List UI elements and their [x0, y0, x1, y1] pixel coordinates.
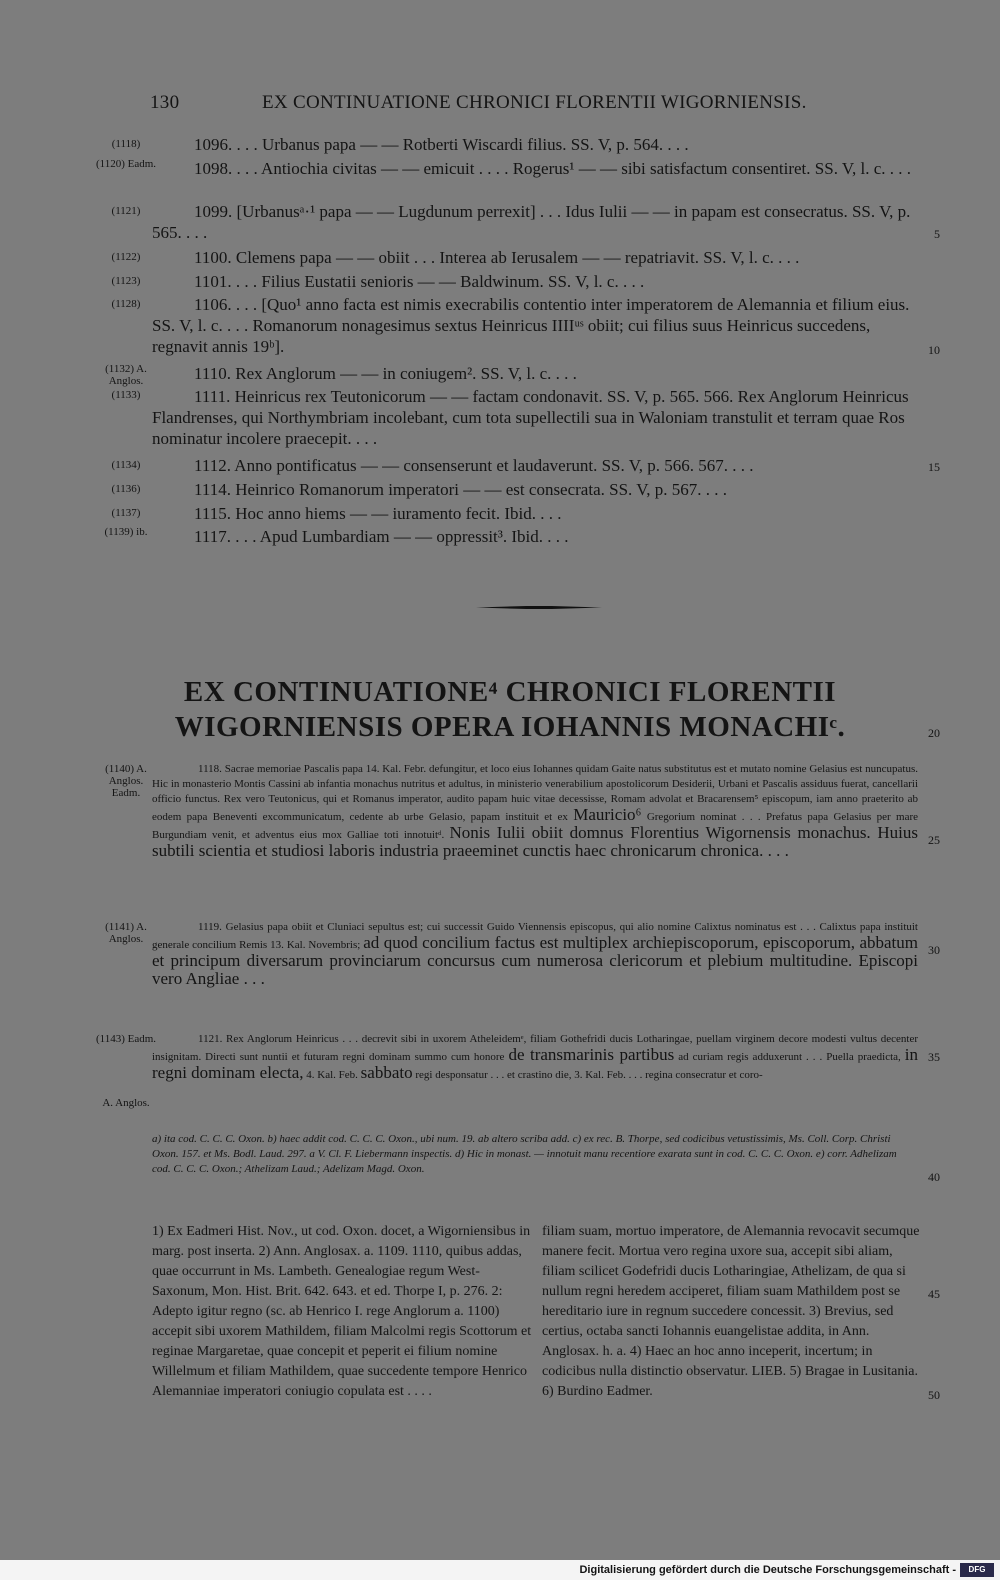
paragraph-text-large: Mauricio⁶: [573, 805, 642, 824]
year-margin: (1121): [111, 205, 141, 217]
chronicle-entry: 1099. [Urbanusᵃ·¹ papa — — Lugdunum perrexit] . . . Idus Iulii — — in papam est consecratus. SS. V, p. 565. . . .: [152, 202, 911, 242]
digitization-footer: [0, 1560, 1000, 1580]
year-margin: (1134): [111, 459, 141, 471]
chronicle-entry: 1100. Clemens papa — — obiit . . . Interea ab Ierusalem — — repatriavit. SS. V, l. c. . . .: [194, 248, 800, 267]
line-number: 30: [928, 943, 940, 957]
paragraph-text: 1121. Rex Anglorum Heinricus . . . decrevit sibi in uxorem Atheleidemᵉ, filiam Gothefridi ducis Lotharingae, puellam virginem decore modesti vultus decenter insignitam. Directi sunt nuntii et futuram regni dominam summo cum honore: [152, 1033, 918, 1063]
year-margin: (1123): [111, 275, 141, 287]
year-margin: (1136): [111, 483, 141, 495]
line-number: 5: [934, 227, 940, 241]
running-title: EX CONTINUATIONE CHRONICI FLORENTII WIGORNIENSIS.: [262, 92, 807, 113]
paragraph-text-large: Nonis Iulii obiit domnus Florentius Wigornensis monachus. Huius subtili scientia et studiosi laboris industria praeeminet cunctis haec chronicarum chronica. . . .: [152, 823, 918, 860]
paragraph-text: Gregorium nominat . . . Prefatus papa Gelasius per mare Burgundiam venit, et adventus eius mox Galliae toti innotuitᵈ.: [152, 811, 918, 841]
section-title-line1: EX CONTINUATIONE⁴ CHRONICI FLORENTII: [183, 676, 837, 708]
year-margin: (1120) Eadm.: [95, 158, 157, 170]
year-margin: (1143) Eadm.: [95, 1033, 157, 1045]
paragraph-text: 4. Kal. Feb.: [306, 1069, 358, 1081]
chronicle-entry: 1114. Heinrico Romanorum imperatori — — est consecrata. SS. V, p. 567. . . .: [194, 480, 728, 499]
paragraph-text: 1118. Sacrae memoriae Pascalis papa 14. Kal. Febr. defungitur, et loco eius Iohannes quidam Gaite natus substitutus est et mutato nomine Gelasius est nuncupatus. Hic in monasterio Montis Cassini ab infantia monachus nutritus et adultus, in ministerio venerabilium apostolicorum Desiderii, Urbani et Pascalis assiduus fuerat, cancellarii officio functus. Rex vero Teutonicus, qui et Romanus imperator, audito papam huic vitae decessisse, Romam advolat et Bracarensem⁵ episcopum, iam anno praeterito ab eodem papa Beneventi excommunicatum, cedente ab urbe Gelasio, papam instituit et ex: [152, 763, 918, 823]
paragraph-text: 1119. Gelasius papa obiit et Cluniaci sepultus est; cui successit Guido Viennensis episcopus, qui alio nomine Calixtus nominatus est . . . Calixtus papa instituit generale concilium Remis 13. Kal. Novembris;: [152, 921, 918, 951]
year-margin: A. Anglos.: [102, 1097, 150, 1109]
line-number: 20: [928, 726, 940, 740]
year-margin: (1122): [111, 251, 141, 263]
year-margin: (1140) A. Anglos. Eadm.: [105, 763, 147, 799]
paragraph-text-large: in regni dominam electa,: [152, 1045, 919, 1082]
section-divider: [476, 606, 602, 609]
paragraph-text: ad curiam regis adduxerunt . . . Puella praedicta,: [678, 1051, 901, 1063]
chronicle-entry: 1106. . . . [Quo¹ anno facta est nimis execrabilis contentio inter imperatorem de Alemannia et filium eius. SS. V, l. c. . . . Romanorum nonagesimus sextus Heinricus IIIIᵘˢ obiit; cui filius suus Heinricus succedens, regnavit annis 19ᵇ].: [152, 295, 910, 356]
chronicle-entry: 1101. . . . Filius Eustatii senioris — — Baldwinum. SS. V, l. c. . . .: [194, 272, 645, 291]
line-number: 15: [928, 460, 940, 474]
chronicle-entry: 1111. Heinricus rex Teutonicorum — — factam condonavit. SS. V, p. 565. 566. Rex Anglorum Heinricus Flandrenses, qui Northymbriam incolebant, cum tota supellectili sua in Waloniam transtulit et terram quae Ros nominatur incolere praecepit. . . .: [152, 387, 909, 448]
chronicle-entry: 1096. . . . Urbanus papa — — Rotberti Wiscardi filius. SS. V, p. 564. . . .: [194, 135, 689, 154]
funding-notice: Digitalisierung gefördert durch die Deutsche Forschungsgemeinschaft -: [579, 1564, 956, 1576]
year-margin: (1128): [111, 298, 141, 310]
dfg-logo: DFG: [960, 1563, 994, 1577]
line-number: 25: [928, 833, 940, 847]
line-number: 50: [928, 1388, 940, 1402]
line-number: 35: [928, 1050, 940, 1064]
section-title-line2: WIGORNIENSIS OPERA IOHANNIS MONACHIᶜ.: [174, 711, 846, 743]
chronicle-paragraph: [152, 1032, 918, 1083]
chronicle-paragraph: [152, 920, 918, 989]
year-margin: (1118): [111, 138, 141, 150]
year-margin: (1132) A. Anglos.: [105, 363, 147, 387]
line-number: 45: [928, 1287, 940, 1301]
page-number: 130: [150, 92, 180, 113]
textual-variants: a) ita cod. C. C. C. Oxon. b) haec addit cod. C. C. C. Oxon., ubi num. 19. ab altero scriba add. c) ex rec. B. Thorpe, sed codicibus vetustissimis, Ms. Coll. Corp. Christi Oxon. 157. et Ms. Bodl. Laud. 297. a V. Cl. F. Liebermann inspectis. d) Hic in monast. — innotuit manu recentiore exarata sunt in cod. C. C. C. Oxon. e) corr. Adhelizam cod. C. C. C. Oxon.; Athelizam Laud.; Adelizam Magd. Oxon.: [152, 1133, 897, 1175]
line-number: 10: [928, 343, 940, 357]
paragraph-text-large: de transmarinis partibus: [508, 1045, 675, 1064]
paragraph-text: regi desponsatur . . . et crastino die, 3. Kal. Feb. . . . regina consecratur et coro-: [415, 1069, 763, 1081]
year-margin: (1139) ib.: [104, 526, 148, 538]
footnotes-right-column: filiam suam, mortuo imperatore, de Alemannia revocavit secumque manere fecit. Mortua vero regina uxore sua, accepit sibi aliam, filiam scilicet Godefridi ducis Lotharingiae, Athelizam, de qua si nullum regni heredem acciperet, filiam suam Mathildem post se hereditario iure in regnum succedere concessit. 3) Brevius, sed certius, octaba sancti Iohannis euangelistae addita, in Ann. Anglosax. h. a. 4) Haec an hoc anno inceperit, incertum; in codicibus nulla distinctio observatur. LIEB. 5) Bragae in Lusitania. 6) Burdino Eadmer.: [542, 1224, 920, 1399]
footnotes-left-column: 1) Ex Eadmeri Hist. Nov., ut cod. Oxon. docet, a Wigorniensibus in marg. post inserta. 2) Ann. Anglosax. a. 1109. 1110, quibus addas, quae occurrunt in Ms. Lambeth. Genealogiae regum West-Saxonum, Mon. Hist. Brit. 642. 643. et ed. Thorpe I, p. 276. 2: Adepto igitur regno (sc. ab Henrico I. rege Anglorum a. 1100) accepit sibi uxorem Mathildem, filiam Malcolmi regis Scottorum et reginae Margaretae, quae concepit et peperit ei filium nomine Willelmum et filiam Mathildem, quae succedente tempore Henrico Alemanniae imperatori coniugio copulata est . . . .: [152, 1224, 532, 1399]
paragraph-text-large: sabbato: [360, 1063, 413, 1082]
year-margin: (1133): [111, 389, 141, 401]
chronicle-paragraph: [152, 762, 918, 861]
chronicle-entry: 1098. . . . Antiochia civitas — — emicuit . . . . Rogerus¹ — — sibi satisfactum consentiret. SS. V, l. c. . . .: [194, 159, 911, 178]
line-number: 40: [928, 1170, 940, 1184]
chronicle-entry: 1110. Rex Anglorum — — in coniugem². SS. V, l. c. . . .: [194, 364, 577, 383]
chronicle-entry: 1112. Anno pontificatus — — consenserunt et laudaverunt. SS. V, p. 566. 567. . . .: [194, 456, 754, 475]
year-margin: (1141) A. Anglos.: [105, 921, 147, 945]
chronicle-entry: 1115. Hoc anno hiems — — iuramento fecit. Ibid. . . .: [194, 504, 562, 523]
year-margin: (1137): [111, 507, 141, 519]
chronicle-entry: 1117. . . . Apud Lumbardiam — — oppressit³. Ibid. . . .: [194, 527, 569, 546]
paragraph-text-large: ad quod concilium factus est multiplex archiepiscoporum, episcoporum, abbatum et principum diversarum provinciarum concursus cum numerosa clericorum et plebium multitudine. Episcopi vero Angliae . . .: [152, 933, 919, 988]
